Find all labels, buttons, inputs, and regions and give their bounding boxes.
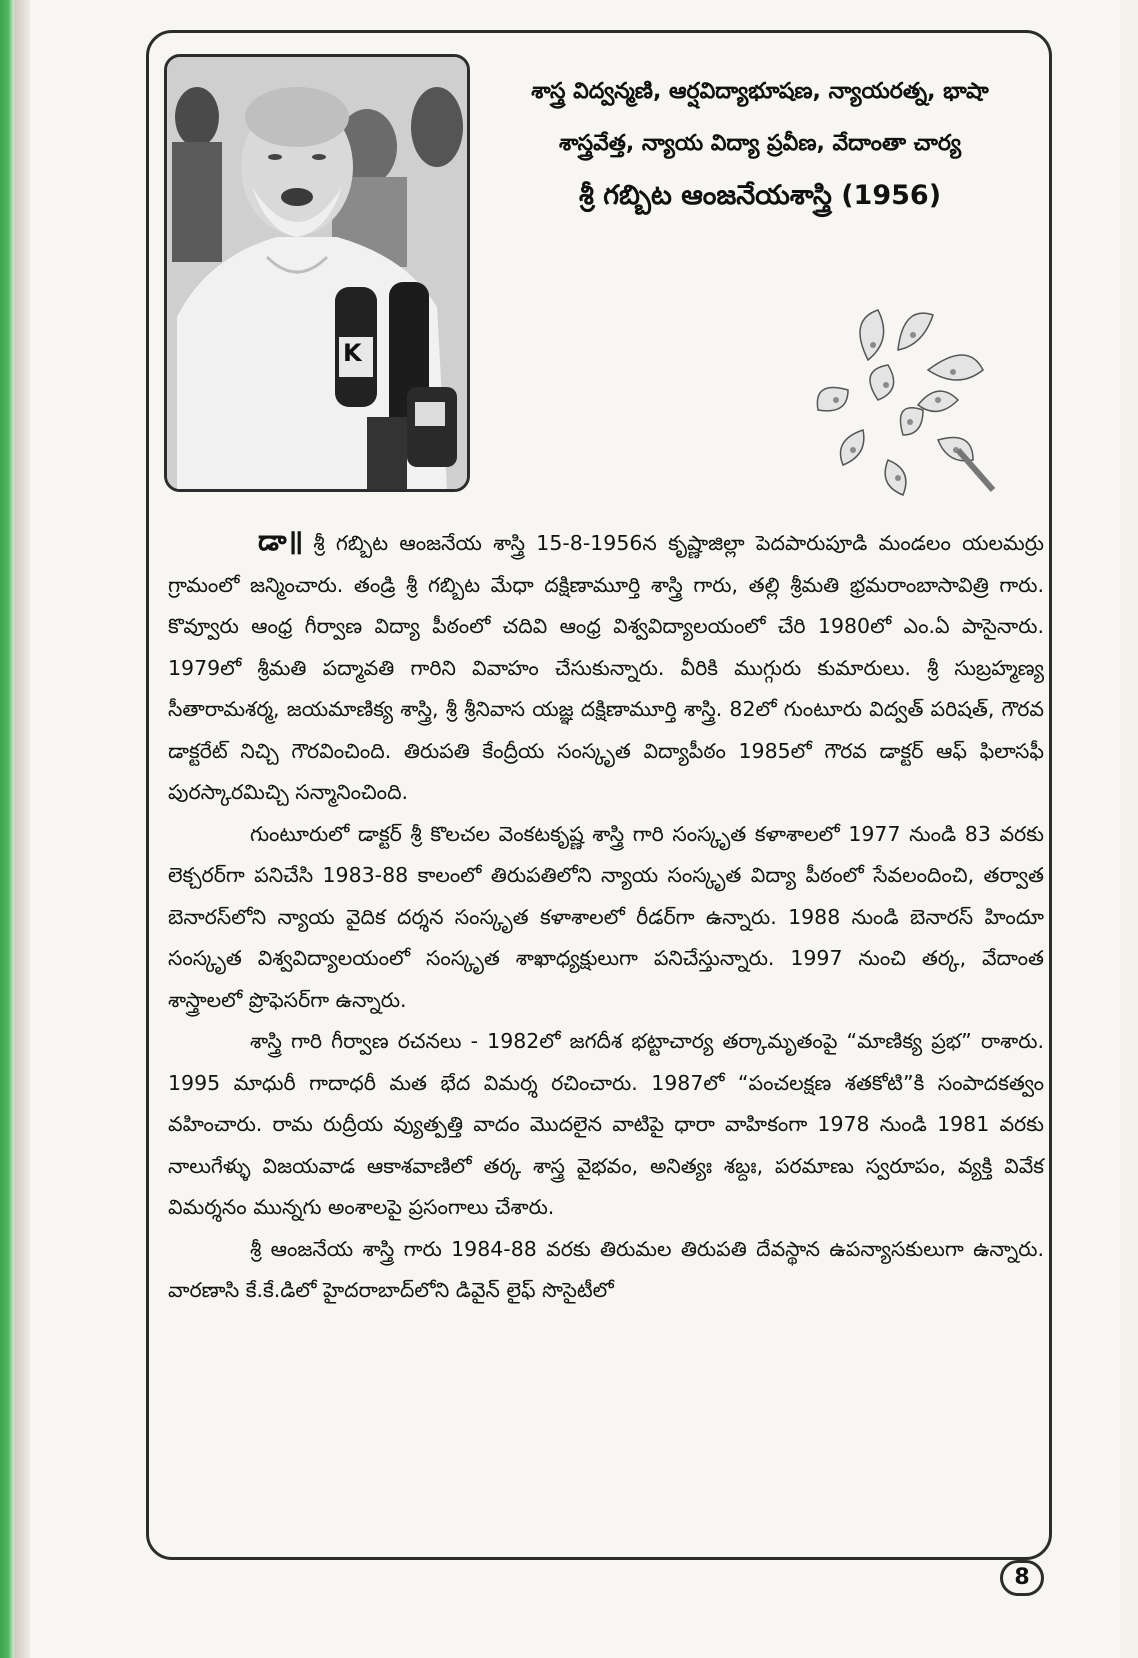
portrait-photo-image — [167, 57, 467, 489]
paragraph: శాస్త్రి గారి గీర్వాణ రచనలు - 1982లో జగదీశ భట్టాచార్య తర్కామృతంపై “మాణిక్య ప్రభ” రాశారు. 1995 మాధురీ గాదాధరీ మత భేద విమర్శ రచించారు. 1987లో “పంచలక్షణ శతకోటి”కి సంపాదకత్వం వహించారు. రామ రుద్రీయ వ్యుత్పత్తి వాదం మొదలైన వాటిపై ధారా వాహికంగా 1978 నుండి 1981 వరకు నాలుగేళ్ళు విజయవాడ ఆకాశవాణిలో తర్క శాస్త్ర వైభవం, అనిత్యః శబ్దః, పరమాణు స్వరూపం, వ్యక్తి వివేక విమర్శనం మున్నగు అంశాలపై ప్రసంగాలు చేశారు. — [168, 1029, 1044, 1219]
paragraph — [168, 520, 1044, 814]
flower-bouquet-image — [808, 300, 998, 500]
paragraph: శ్రీ ఆంజనేయ శాస్త్రి గారు 1984-88 వరకు తిరుమల తిరుపతి దేవస్థాన ఉపన్యాసకులుగా ఉన్నారు. వారణాసి కే.కే.డిలో హైదరాబాద్‌లోని డివైన్ లైఫ్ సొసైటీలో — [168, 1236, 1044, 1302]
paragraph: గుంటూరులో డాక్టర్ శ్రీ కొలచల వెంకటకృష్ణ శాస్త్రి గారి సంస్కృత కళాశాలలో 1977 నుండి 83 వరకు లెక్చరర్‌గా పనిచేసి 1983-88 కాలంలో తిరుపతిలోని న్యాయ సంస్కృత విద్యా పీఠంలో సేవలందించి, తర్వాత బెనారస్‌లోని న్యాయ వైదిక దర్శన సంస్కృత కళాశాలలో రీడర్‌గా ఉన్నారు. 1988 నుండి బెనారస్ హిందూ సంస్కృత విశ్వవిద్యాలయంలో సంస్కృత శాఖాధ్యక్షులుగా పనిచేస్తున్నారు. 1997 నుంచి తర్క, వేదాంత శాస్త్రాలలో ప్రొఫెసర్‌గా ఉన్నారు. — [168, 821, 1044, 1012]
person-name: శ్రీ గబ్బిట ఆంజనేయశాస్త్రి (1956) — [578, 180, 942, 211]
binding-edge — [0, 0, 14, 1658]
microphone-label: K — [343, 339, 362, 367]
portrait-photo — [164, 54, 470, 492]
titles-line-1: శాస్త్ర విద్వన్మణి, ఆర్షవిద్యాభూషణ, న్యాయరత్న, భాషా — [531, 79, 989, 104]
page-number: 8 — [1000, 1560, 1044, 1596]
titles-line-2: శాస్త్రవేత్త, న్యాయ విద్యా ప్రవీణ, వేదాంతా చార్య — [558, 131, 962, 156]
article-body — [168, 520, 1044, 1312]
dr-prefix: డా॥ — [258, 524, 304, 557]
paragraph-text: శ్రీ గబ్బిట ఆంజనేయ శాస్త్రి 15-8-1956న కృష్ణాజిల్లా పెదపారుపూడి మండలం యలమర్రు గ్రామంలో జన్మించారు. తండ్రి శ్రీ గబ్బిట మేధా దక్షిణామూర్తి శాస్త్రి గారు, తల్లి శ్రీమతి భ్రమరాంబాసావిత్రి గారు. కొవ్వూరు ఆంధ్ర గీర్వాణ విద్యా పీఠంలో చదివి ఆంధ్ర విశ్వవిద్యాలయంలో చేరి 1980లో ఎం.ఏ పాసైనారు. 1979లో శ్రీమతి పద్మావతి గారిని వివాహం చేసుకున్నారు. వీరికి ముగ్గురు కుమారులు. శ్రీ సుబ్రహ్మణ్య సీతారామశర్మ, జయమాణిక్య శాస్త్రి, శ్రీ శ్రీనివాస యజ్ఞ దక్షిణామూర్తి శాస్త్రి. 82లో గుంటూరు విద్వత్ పరిషత్, గౌరవ డాక్టరేట్ నిచ్చి గౌరవించింది. తిరుపతి కేంద్రీయ సంస్కృత విద్యాపీఠం 1985లో గౌరవ డాక్టర్ ఆఫ్ ఫిలాసఫీ పురస్కారమిచ్చి సన్మానించింది. — [168, 531, 1044, 804]
page-heading — [480, 66, 1040, 220]
